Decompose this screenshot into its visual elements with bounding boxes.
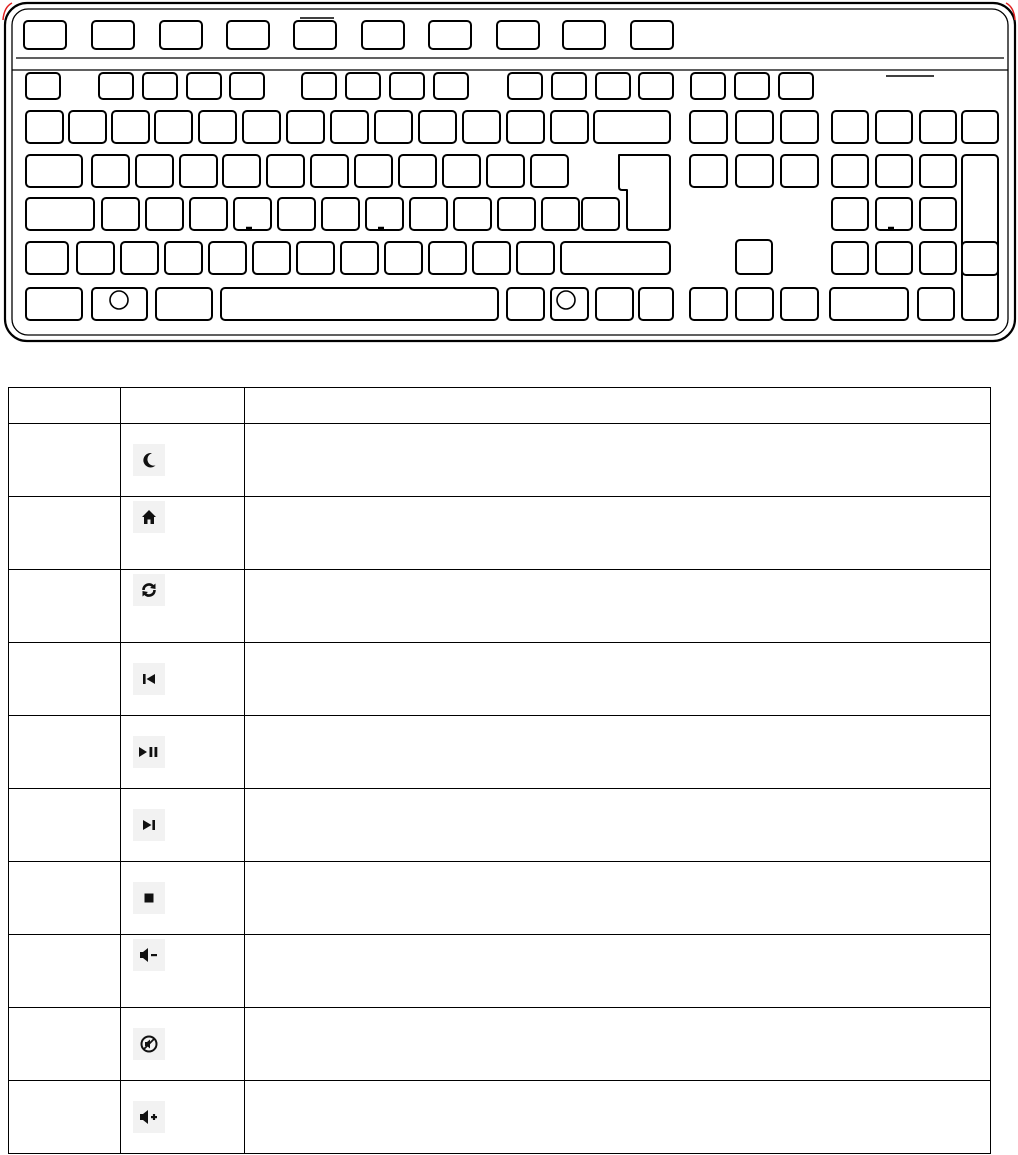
keyboard-key [582,198,619,230]
keyboard-key [507,288,544,320]
keyboard-key [399,155,436,187]
mute-icon [133,1028,165,1060]
keyboard-key [561,242,670,274]
keyboard-key [542,198,579,230]
keyboard-key [473,242,510,274]
keyboard-key [920,155,956,187]
play-pause-icon [133,736,165,768]
keyboard-key [876,242,912,274]
keyboard-key [221,288,498,320]
keyboard-key [223,155,260,187]
logo-key-circle [110,291,128,309]
next-track-icon [133,809,165,841]
keyboard-key [691,73,725,99]
table-row [9,789,991,862]
key-cell [9,424,121,497]
key-cell [9,716,121,789]
keyboard-key [243,111,280,143]
keyboard-key [187,73,221,99]
table-row [9,1081,991,1154]
keyboard-key [24,21,66,49]
keyboard-key [26,111,63,143]
keyboard-key [832,242,868,274]
home-icon [133,501,165,533]
keyboard-key [832,111,868,143]
volume-up-icon [133,1101,165,1133]
keyboard-key [112,111,149,143]
keyboard-key [278,198,315,230]
keyboard-key [781,288,818,320]
volume-down-icon [133,939,165,971]
keyboard-key [876,155,912,187]
keyboard-key [918,288,954,320]
keyboard-key [563,21,605,49]
key-cell [9,1008,121,1081]
keyboard-key [366,198,403,230]
key-cell [9,789,121,862]
enter-key [619,155,670,230]
keyboard-key [781,155,818,187]
keyboard-key [26,73,60,99]
keyboard-key [962,242,998,320]
keyboard-key [26,242,68,274]
keyboard-key [230,73,264,99]
keyboard-key [92,288,147,320]
description-cell [245,1008,991,1081]
keyboard-key [690,155,727,187]
sleep-moon-icon [133,444,165,476]
description-cell [245,789,991,862]
key-cell [9,570,121,643]
keyboard-key [594,111,670,143]
keyboard-key [463,111,500,143]
keyboard-key [639,73,673,99]
keyboard-key [434,73,468,99]
stop-icon [133,882,165,914]
keyboard-key [253,242,290,274]
keyboard-key [920,111,956,143]
keyboard-key [267,155,304,187]
keyboard-key [551,288,588,320]
keyboard-key [454,198,491,230]
keyboard-key [429,21,471,49]
keyboard-key [920,242,956,274]
header-cell [121,388,245,424]
keyboard-key [209,242,246,274]
keyboard-key [736,288,773,320]
keyboard-key [690,111,727,143]
keyboard-key [227,21,269,49]
keyboard-key [362,21,404,49]
table-header-row [9,388,991,424]
keyboard-key [294,21,336,49]
keyboard-key [180,155,217,187]
keyboard-key [156,288,212,320]
keyboard-key [375,111,412,143]
keyboard-key [832,155,868,187]
keyboard-key [596,288,633,320]
keyboard-key [596,73,630,99]
table-row [9,497,991,570]
keyboard-key [779,73,813,99]
header-cell [9,388,121,424]
keyboard-key [507,111,544,143]
keyboard-key [962,155,998,275]
keyboard-key [631,21,673,49]
keyboard-key [517,242,554,274]
keyboard-key [498,198,535,230]
logo-key-circle [557,291,575,309]
key-cell [9,862,121,935]
keyboard-key [781,111,818,143]
description-cell [245,643,991,716]
key-function-table [8,387,991,1154]
keyboard-key [736,155,773,187]
keyboard-key [497,21,539,49]
keyboard-key [311,155,348,187]
keyboard-key [199,111,236,143]
keyboard-key [331,111,368,143]
keyboard-key [830,288,908,320]
keyboard-key [160,21,202,49]
table-row [9,935,991,1008]
keyboard-key [322,198,359,230]
description-cell [245,862,991,935]
description-cell [245,497,991,570]
key-cell [9,497,121,570]
description-cell [245,570,991,643]
keyboard-key [443,155,480,187]
keyboard-key [419,111,456,143]
keyboard-key [341,242,378,274]
table-row [9,424,991,497]
key-cell [9,643,121,716]
keyboard-key [297,242,334,274]
keyboard-key [876,198,912,230]
keyboard-key [92,21,134,49]
keyboard-key [487,155,524,187]
keyboard-key [876,111,912,143]
keyboard-key [165,242,202,274]
keyboard-key [690,288,727,320]
keyboard-key [143,73,177,99]
keyboard-key [962,111,998,143]
keyboard-key [735,73,769,99]
keyboard-key [155,111,192,143]
keyboard-key [99,73,133,99]
keyboard-key [92,155,129,187]
keyboard-key [346,73,380,99]
keyboard-key [355,155,392,187]
keyboard-key [531,155,568,187]
keyboard-key [920,198,956,230]
table-row [9,643,991,716]
keyboard-key [136,155,173,187]
key-cell [9,935,121,1008]
keyboard-key [736,240,772,274]
keyboard-key [736,111,773,143]
keyboard-key [508,73,542,99]
table-row [9,1008,991,1081]
keyboard-key [385,242,422,274]
keyboard-key [26,198,94,230]
header-cell [245,388,991,424]
keyboard-key [302,73,336,99]
keyboard-key [77,242,114,274]
keyboard-key [287,111,324,143]
keyboard-key [639,288,673,320]
keyboard-key [234,198,271,230]
keyboard-key [832,198,868,230]
key-cell [9,1081,121,1154]
keyboard-key [26,288,82,320]
refresh-icon [133,574,165,606]
keyboard-key [410,198,447,230]
keyboard-key [69,111,106,143]
table-row [9,862,991,935]
keyboard-key [429,242,466,274]
keyboard-key [190,198,227,230]
table-row [9,716,991,789]
previous-track-icon [133,663,165,695]
description-cell [245,1081,991,1154]
keyboard-key [121,242,158,274]
description-cell [245,935,991,1008]
table-row [9,570,991,643]
keyboard-key [102,198,139,230]
keyboard-key [552,73,586,99]
keyboard-key [390,73,424,99]
description-cell [245,716,991,789]
description-cell [245,424,991,497]
keyboard-key [146,198,183,230]
keyboard-key [551,111,588,143]
keyboard-key [26,155,82,187]
keyboard-diagram [0,0,1018,345]
